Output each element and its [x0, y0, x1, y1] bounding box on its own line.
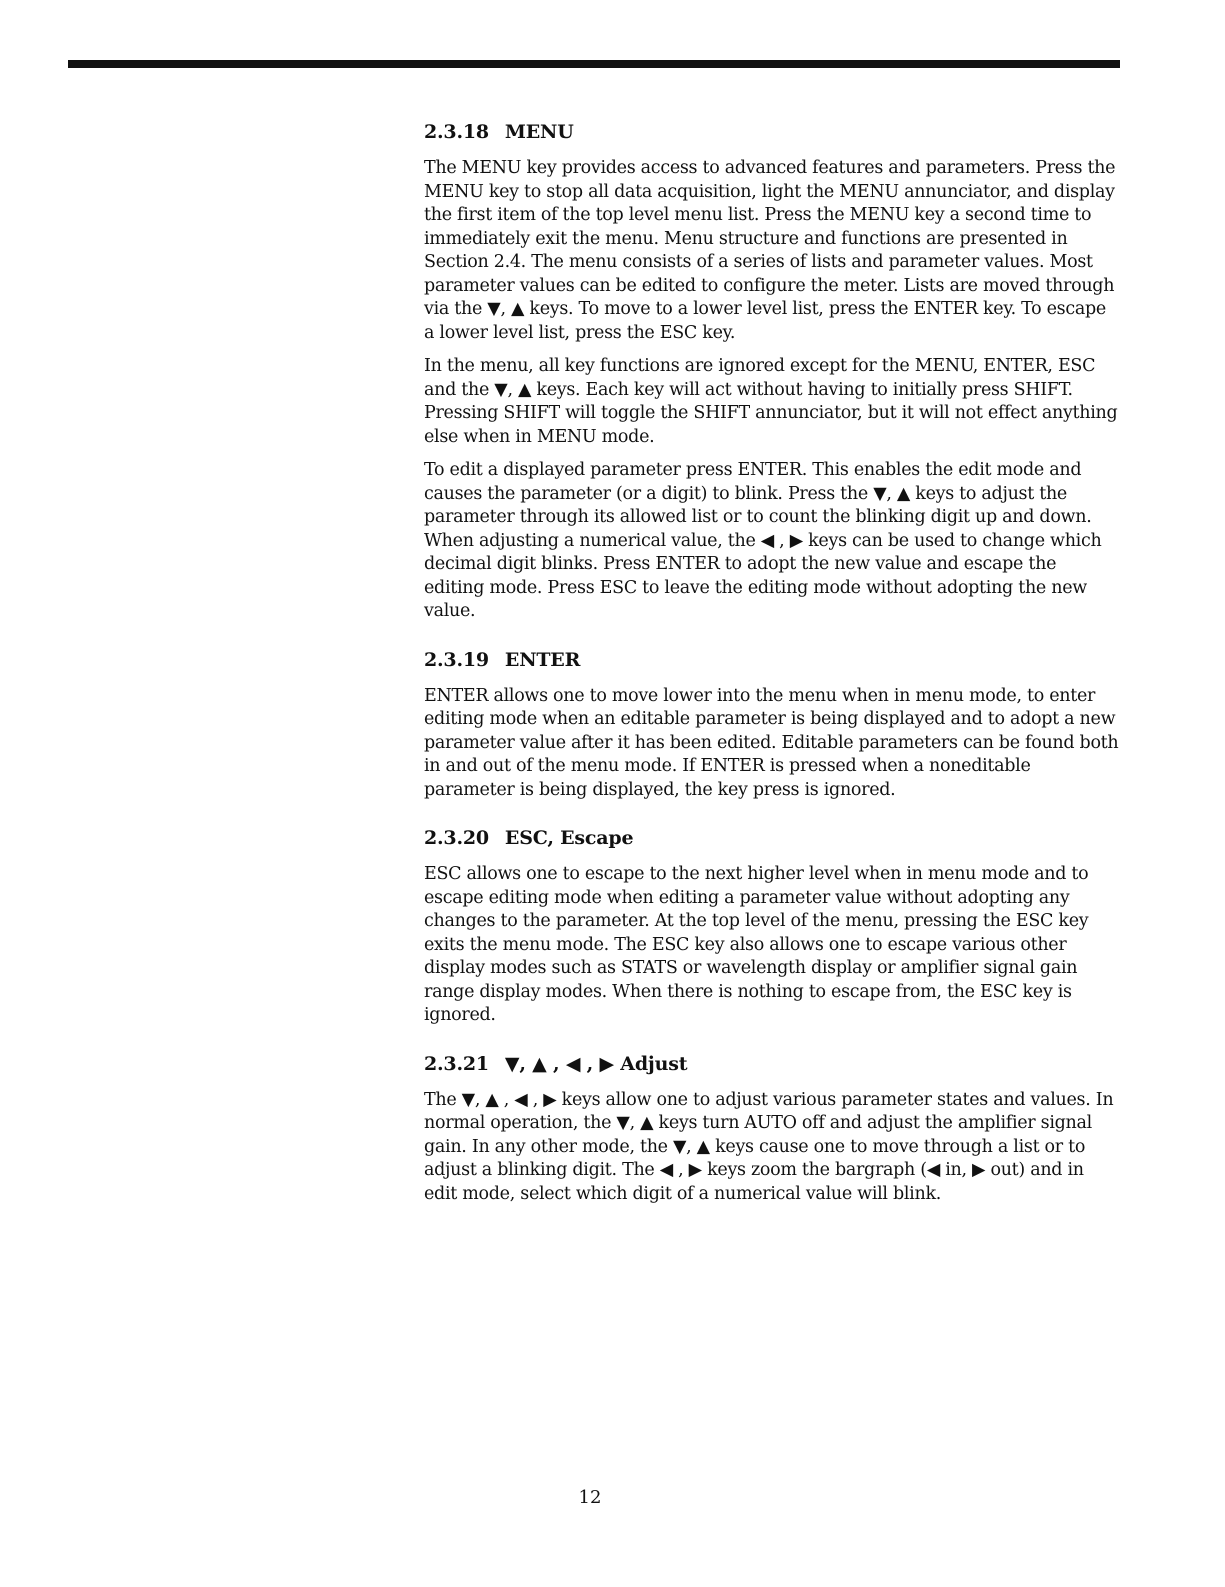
section-enter — [424, 648, 1120, 803]
page-number: 12 — [578, 1487, 602, 1508]
paragraph: The ▼, ▲ , ◀ , ▶ keys allow one to adjust various parameter states and values. In normal operation, the ▼, ▲ keys turn AUTO off and adjust the amplifier signal gain. In any other mode, the ▼, ▲ keys cause one to move through a list or to adjust a blinking digit. The ◀ , ▶ keys zoom the bargraph (◀ in, ▶ out) and in edit mode, select which digit of a numerical value will blink. — [424, 1089, 1114, 1204]
section-heading — [424, 120, 1120, 145]
paragraph: To edit a displayed parameter press ENTER. This enables the edit mode and causes the parameter (or a digit) to blink. Press the ▼, ▲ keys to adjust the parameter through its allowed list or to count the blinking digit up and down. When adjusting a numerical value, the ◀ , ▶ keys can be used to change which decimal digit blinks. Press ENTER to adopt the new value and escape the editing mode. Press ESC to leave the editing mode without adopting the new value. — [424, 460, 1102, 621]
section-number: 2.3.20 — [424, 827, 489, 849]
paragraph: ESC allows one to escape to the next higher level when in menu mode and to escape editing mode when editing a parameter value without adopting any changes to the parameter. At the top level of the menu, pressing the ESC key exits the menu mode. The ESC key also allows one to escape various other display modes such as STATS or wavelength display or amplifier signal gain range display modes. When there is nothing to escape from, the ESC key is ignored. — [424, 864, 1089, 1025]
section-number: 2.3.18 — [424, 121, 489, 143]
top-rule — [68, 60, 1120, 68]
section-escape — [424, 826, 1120, 1028]
section-heading — [424, 1052, 1120, 1077]
paragraph: ENTER allows one to move lower into the menu when in menu mode, to enter editing mode when an editable parameter is being displayed and to adopt a new parameter value after it has been edited. Editable parameters can be found both in and out of the menu mode. If ENTER is pressed when a noneditable parameter is being displayed, the key press is ignored. — [424, 685, 1119, 800]
section-title: ▼, ▲ , ◀ , ▶ Adjust — [504, 1052, 688, 1075]
section-title: ENTER — [504, 648, 581, 671]
page-body — [424, 120, 1120, 1206]
section-heading — [424, 826, 1120, 851]
section-number: 2.3.21 — [424, 1052, 489, 1075]
section-heading — [424, 648, 1120, 673]
section-title: ESC, Escape — [504, 827, 634, 849]
paragraph: In the menu, all key functions are ignored except for the MENU, ENTER, ESC and the ▼, ▲ keys. Each key will act without having to initially press SHIFT. Pressing SHIFT will toggle the SHIFT annunciator, but it will not effect anything else when in MENU mode. — [424, 356, 1118, 447]
section-title: MENU — [504, 121, 574, 143]
section-number: 2.3.19 — [424, 648, 489, 671]
section-adjust — [424, 1052, 1120, 1207]
paragraph: The MENU key provides access to advanced features and parameters. Press the MENU key to stop all data acquisition, light the MENU annunciator, and display the first item of the top level menu list. Press the MENU key a second time to immediately exit the menu. Menu structure and functions are presented in Section 2.4. The menu consists of a series of lists and parameter values. Most parameter values can be edited to configure the meter. Lists are moved through via the ▼, ▲ keys. To move to a lower level list, press the ENTER key. To escape a lower level list, press the ESC key. — [424, 158, 1116, 343]
section-menu — [424, 120, 1120, 624]
